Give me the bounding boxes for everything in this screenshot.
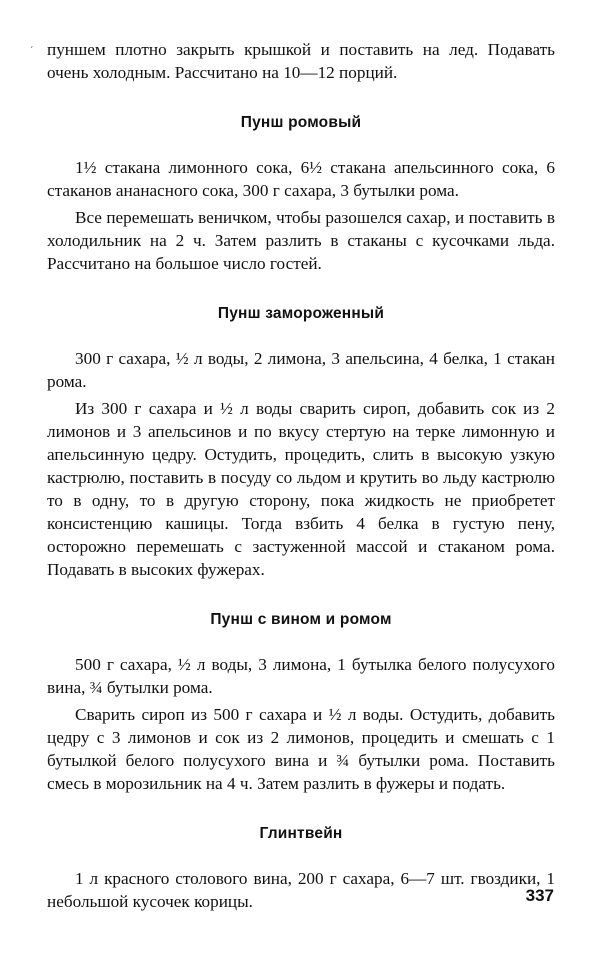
recipe-method-wine-rum-punch: Сварить сироп из 500 г сахара и ½ л воды. Остудить, добавить цедру с 3 лимонов и сок из 2 лимонов, процедить и смешать с 1 бутылкой белого полусухого вина и ¾ бутылки рома. Поставить смесь в морозильник на 4 ч. Затем разлить в фужеры и подать. xyxy=(47,705,555,793)
recipe-method-rum-punch: Все перемешать веничком, чтобы разошелся сахар, и поставить в холодильник на 2 ч. Затем разлить в стаканы с кусочками льда. Рассчитано на большое число гостей. xyxy=(47,208,555,273)
recipe-ingredients-frozen-punch: 300 г сахара, ½ л воды, 2 лимона, 3 апельсина, 4 белка, 1 стакан рома. xyxy=(47,349,555,391)
recipe-ingredients-gluhwein: 1 л красного столового вина, 200 г сахара, 6—7 шт. гвоздики, 1 небольшой кусочек корицы. xyxy=(47,869,555,911)
stray-print-mark: ˊ xyxy=(30,46,34,57)
page-number: 337 xyxy=(525,886,554,905)
recipe-title-rum-punch: Пунш ромовый xyxy=(240,114,362,131)
recipe-title-wine-rum-punch: Пунш с вином и ромом xyxy=(210,611,392,628)
recipe-ingredients-rum-punch: 1½ стакана лимонного сока, 6½ стакана апельсинного сока, 6 стаканов ананасного сока, 300 г сахара, 3 бутылки рома. xyxy=(47,158,555,200)
book-page xyxy=(47,38,555,913)
recipe-title-frozen-punch: Пунш замороженный xyxy=(217,305,385,322)
intro-paragraph: пуншем плотно закрыть крышкой и поставить на лед. Подавать очень холодным. Рассчитано на 10—12 порций. xyxy=(47,40,555,82)
recipe-ingredients-wine-rum-punch: 500 г сахара, ½ л воды, 3 лимона, 1 бутылка белого полусухого вина, ¾ бутылки рома. xyxy=(47,655,555,697)
recipe-method-frozen-punch: Из 300 г сахара и ½ л воды сварить сироп, добавить сок из 2 лимонов и 3 апельсинов и по вкусу стертую на терке лимонную и апельсинную цедру. Остудить, процедить, слить в высокую узкую кастрюлю, поставить в посуду со льдом и крутить во льду кастрюлю то в одну, то в другую сторону, пока жидкость не приобретет консистенцию кашицы. Тогда взбить 4 белка в густую пену, осторожно перемешать с застуженной массой и стаканом рома. Подавать в высоких фужерах. xyxy=(47,399,555,579)
recipe-title-gluhwein: Глинтвейн xyxy=(259,825,343,842)
